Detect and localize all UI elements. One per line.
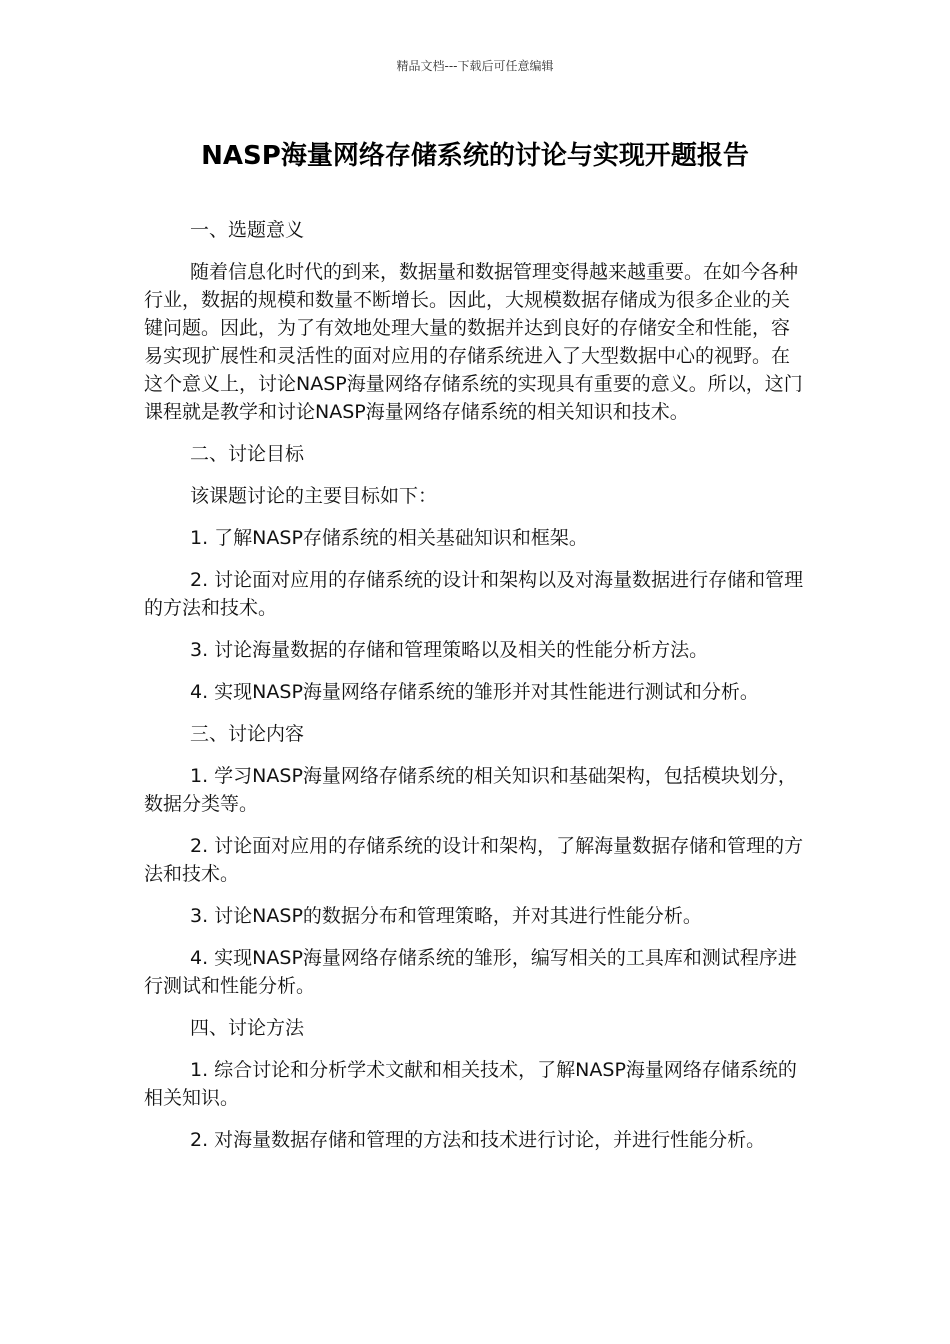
section-heading-1: 一、选题意义 [190,219,305,241]
list-item-goal-2: 2. 讨论面对应用的存储系统的设计和架构以及对海量数据进行存储和管理的方法和技术。 [144,569,804,619]
document-title: NASP海量网络存储系统的讨论与实现开题报告 [201,141,749,171]
list-item-content-2: 2. 讨论面对应用的存储系统的设计和架构，了解海量数据存储和管理的方法和技术。 [144,835,804,885]
list-item-goal-1: 1. 了解NASP存储系统的相关基础知识和框架。 [190,527,588,549]
paragraph-significance: 随着信息化时代的到来，数据量和数据管理变得越来越重要。在如今各种行业，数据的规模和数量不断增长。因此，大规模数据存储成为很多企业的关键问题。因此，为了有效地处理大量的数据并达到良好的存储安全和性能，容易实现扩展性和灵活性的面对应用的存储系统进入了大型数据中心的视野。在这个意义上，讨论NASP海量网络存储系统的实现具有重要的意义。所以，这门课程就是教学和讨论NASP海量网络存储系统的相关知识和技术。 [144,261,803,423]
list-item-content-1: 1. 学习NASP海量网络存储系统的相关知识和基础架构，包括模块划分，数据分类等。 [144,765,797,815]
list-item-method-2: 2. 对海量数据存储和管理的方法和技术进行讨论，并进行性能分析。 [190,1129,766,1151]
list-item-method-1: 1. 综合讨论和分析学术文献和相关技术，了解NASP海量网络存储系统的相关知识。 [144,1059,797,1109]
section-heading-4: 四、讨论方法 [190,1017,305,1039]
list-item-goal-3: 3. 讨论海量数据的存储和管理策略以及相关的性能分析方法。 [190,639,709,661]
section-heading-2: 二、讨论目标 [190,443,305,465]
list-item-content-4: 4. 实现NASP海量网络存储系统的雏形，编写相关的工具库和测试程序进行测试和性能分析。 [144,947,797,997]
paragraph-goals-intro: 该课题讨论的主要目标如下： [190,485,438,507]
section-heading-3: 三、讨论内容 [190,723,305,745]
list-item-goal-4: 4. 实现NASP海量网络存储系统的雏形并对其性能进行测试和分析。 [190,681,759,703]
header-note: 精品文档---下载后可任意编辑 [396,59,554,73]
list-item-content-3: 3. 讨论NASP的数据分布和管理策略，并对其进行性能分析。 [190,905,702,927]
document-body [144,216,808,1168]
